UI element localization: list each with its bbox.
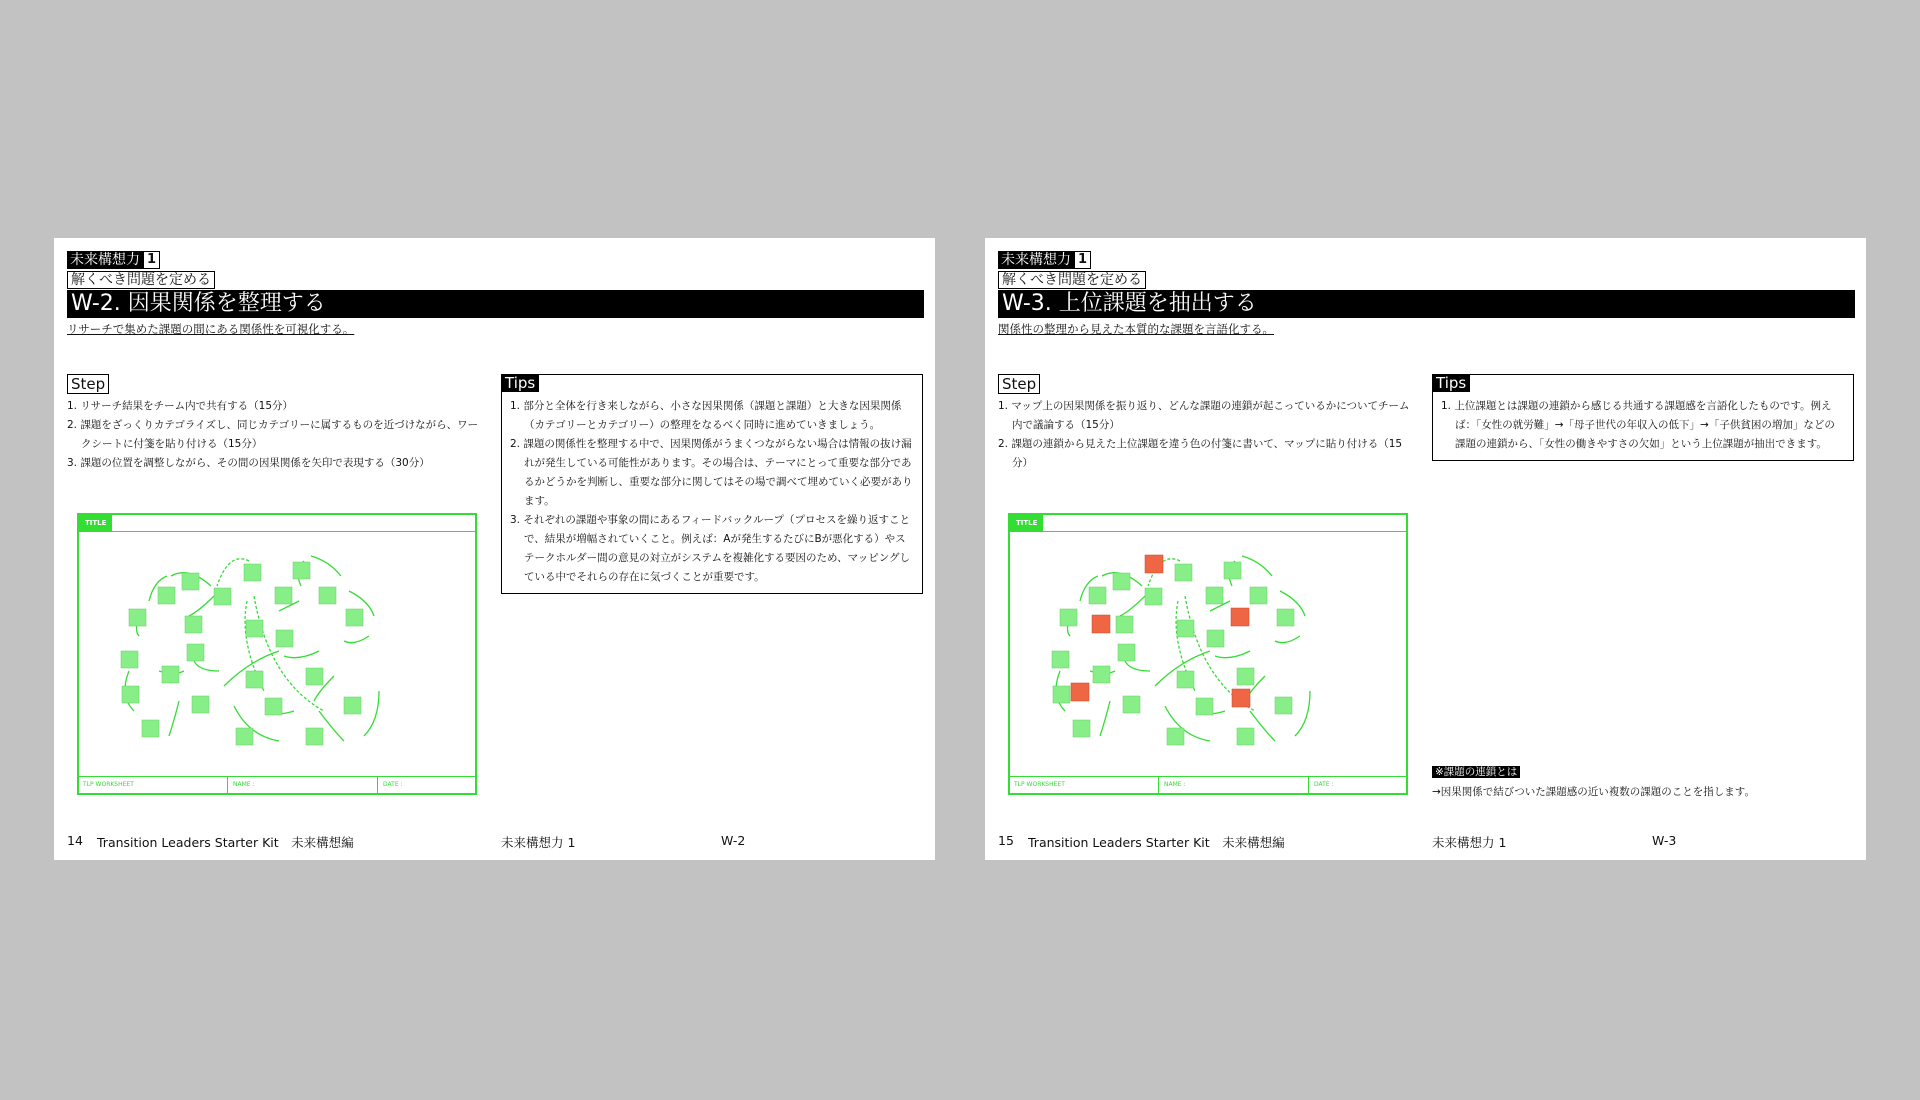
divider xyxy=(1308,777,1309,793)
footer-code: W-2 xyxy=(721,833,746,848)
footnote-text: →因果関係で結びついた課題感の近い複数の課題のことを指します。 xyxy=(1432,786,1755,798)
tip-item: 1. 上位課題とは課題の連鎖から感じる共通する課題感を言語化したものです。例えば：「女性の就労難」→「母子世代の年収入の低下」→「子供貧困の増加」などの課題の連鎖から、「女性の働きやすさの欠如」という上位課題が抽出できます。 xyxy=(1441,400,1835,450)
footer-code: W-3 xyxy=(1652,833,1677,848)
page-number: 15 xyxy=(998,833,1014,848)
footer-section: 未来構想力 1 xyxy=(1432,835,1507,850)
worksheet-footer-label: TLP WORKSHEET xyxy=(83,781,134,788)
tip-item: 3. それぞれの課題や事象の間にあるフィードバックループ（プロセスを繰り返すことで、結果が増幅されていくこと。例えば：Aが発生するたびにBが悪化する）やステークホルダー間の意見の対立がシステムを複雑化する要因のため、マッピングしている中でそれらの存在に気づくことが重要です。 xyxy=(510,514,910,583)
worksheet-name-field: NAME : xyxy=(1164,781,1186,788)
step-item: 2. 課題の連鎖から見えた上位課題を違う色の付箋に書いて、マップに貼り付ける（15分） xyxy=(998,438,1403,469)
worksheet-title: TITLE xyxy=(1010,515,1043,531)
tips-list xyxy=(1441,397,1845,454)
step-list xyxy=(67,397,482,473)
page-title: W-3. 上位課題を抽出する xyxy=(998,290,1855,318)
kicker-main: 未来構想力 xyxy=(998,251,1074,269)
worksheet-footer-label: TLP WORKSHEET xyxy=(1014,781,1065,788)
kicker-number: 1 xyxy=(143,251,160,269)
kicker-main: 未来構想力 xyxy=(67,251,143,269)
step-item: 3. 課題の位置を調整しながら、その間の因果関係を矢印で表現する（30分） xyxy=(67,457,430,469)
lead-text: リサーチで集めた課題の間にある関係性を可視化する。 xyxy=(67,322,355,336)
step-item: 1. マップ上の因果関係を振り返り、どんな課題の連鎖が起こっているかについてチーム内で議論する（15分） xyxy=(998,400,1410,431)
causal-map-diagram xyxy=(79,531,475,777)
worksheet-header xyxy=(79,515,475,532)
subkicker: 解くべき問題を定める xyxy=(67,271,215,289)
tips-box xyxy=(1432,374,1854,461)
page-title: W-2. 因果関係を整理する xyxy=(67,290,924,318)
book-title: Transition Leaders Starter Kit 未来構想編 xyxy=(97,835,354,850)
step-label: Step xyxy=(998,374,1040,394)
divider xyxy=(1158,777,1159,793)
page-w2 xyxy=(54,238,935,860)
tip-item: 1. 部分と全体を行き来しながら、小さな因果関係（課題と課題）と大きな因果関係（カテゴリーとカテゴリー）の整理をなるべく同時に進めていきましょう。 xyxy=(510,400,902,431)
book-title: Transition Leaders Starter Kit 未来構想編 xyxy=(1028,835,1285,850)
subkicker: 解くべき問題を定める xyxy=(998,271,1146,289)
lead-text: 関係性の整理から見えた本質的な課題を言語化する。 xyxy=(998,322,1274,336)
causal-map-diagram xyxy=(1010,531,1406,777)
tips-list xyxy=(510,397,914,587)
step-list xyxy=(998,397,1413,473)
page-number: 14 xyxy=(67,833,83,848)
divider xyxy=(227,777,228,793)
worksheet-header xyxy=(1010,515,1406,532)
worksheet-date-field: DATE : xyxy=(383,781,403,788)
footnote-label: ※課題の連鎖とは xyxy=(1432,766,1520,778)
divider xyxy=(377,777,378,793)
footer-section: 未来構想力 1 xyxy=(501,835,576,850)
kicker-number: 1 xyxy=(1074,251,1091,269)
worksheet-footer xyxy=(79,776,475,793)
worksheet-illustration xyxy=(77,513,477,795)
tips-box xyxy=(501,374,923,594)
worksheet-title: TITLE xyxy=(79,515,112,531)
worksheet-illustration xyxy=(1008,513,1408,795)
step-item: 2. 課題をざっくりカテゴライズし、同じカテゴリーに属するものを近づけながら、ワークシートに付箋を貼り付ける（15分） xyxy=(67,419,479,450)
kicker xyxy=(998,251,1091,269)
tips-label: Tips xyxy=(501,374,539,392)
tips-label: Tips xyxy=(1432,374,1470,392)
footnote xyxy=(1432,762,1755,802)
tip-item: 2. 課題の関係性を整理する中で、因果関係がうまくつながらない場合は情報の抜け漏れが発生している可能性があります。その場合は、テーマにとって重要な部分であるかどうかを判断し、重要な部分に関してはその場で調べて埋めていく必要があります。 xyxy=(510,438,913,507)
worksheet-date-field: DATE : xyxy=(1314,781,1334,788)
step-label: Step xyxy=(67,374,109,394)
page-w3 xyxy=(985,238,1866,860)
worksheet-footer xyxy=(1010,776,1406,793)
step-item: 1. リサーチ結果をチーム内で共有する（15分） xyxy=(67,400,294,412)
worksheet-name-field: NAME : xyxy=(233,781,255,788)
kicker xyxy=(67,251,160,269)
